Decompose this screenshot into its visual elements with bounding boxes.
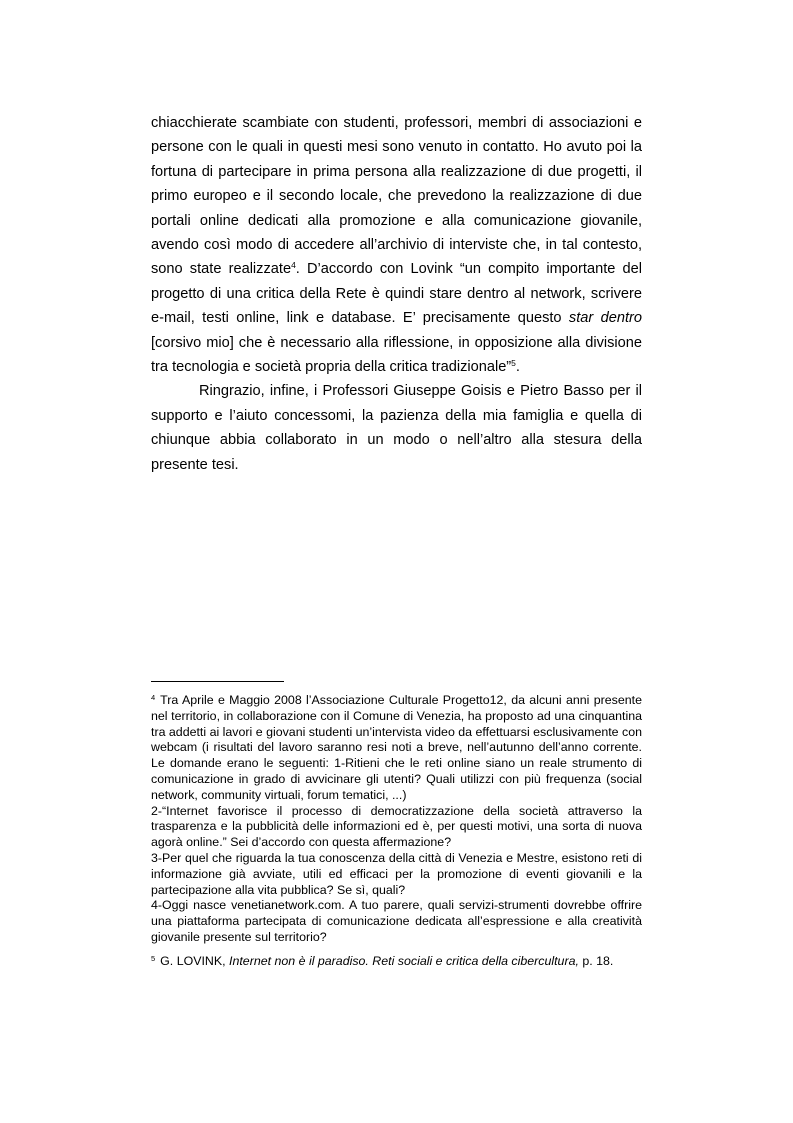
footnotes: [151, 693, 642, 970]
footnote-4-question-4: 4-Oggi nasce venetianetwork.com. A tuo parere, quali servizi-strumenti dovrebbe offrire una piattaforma partecipata di comunicazione dedicata all’espressione e alla creatività giovanile presente sul territorio?: [151, 898, 642, 944]
main-text: [151, 111, 642, 477]
footnote-5-author: G. LOVINK,: [160, 953, 230, 968]
footnote-ref-5[interactable]: 5: [511, 358, 516, 369]
footnote-5: [151, 954, 642, 970]
footnote-4-number: 4: [151, 693, 156, 702]
footnote-4-intro: Tra Aprile e Maggio 2008 l’Associazione Culturale Progetto12, da alcuni anni presente nel territorio, in collaborazione con il Comune di Venezia, ha proposto ad una cinquantina tra addetti ai lavori e giovani studenti un’intervista video da effettuarsi esclusivamente con webcam (i risultati del lavoro saranno resi noti a breve, nell’autunno dell’anno corrente. Le domande erano le seguenti: 1-Ritieni che le reti online siano un reale strumento di comunicazione in grado di avvicinare gli utenti? Quali utilizzi con più frequenza (social network, community virtuali, forum tematici, ...): [151, 693, 642, 802]
paragraph-1-text-b: . D’accordo con Lovink “un compito importante del progetto di una critica della Rete è quindi stare dentro al network, scrivere e-mail, testi online, link e database. E’ precisamente questo: [151, 261, 642, 327]
footnote-4: [151, 693, 642, 804]
footnote-5-title: Internet non è il paradiso. Reti sociali e critica della cibercultura,: [229, 953, 579, 968]
paragraph-2: Ringrazio, infine, i Professori Giuseppe Goisis e Pietro Basso per il supporto e l’aiuto concessomi, la pazienza della mia famiglia e quella di chiunque abbia collaborato in un modo o nell’altro alla stesura della presente tesi.: [151, 383, 642, 473]
paragraph-1-text-a: chiacchierate scambiate con studenti, professori, membri di associazioni e persone con le quali in questi mesi sono venuto in contatto. Ho avuto poi la fortuna di partecipare in prima persona alla realizzazione di due progetti, il primo europeo e il secondo locale, che prevedono la realizzazione di due portali online dedicati alla promozione e alla comunicazione giovanile, avendo così modo di accedere all’archivio di interviste che, in tal contesto, sono state realizzate: [151, 115, 642, 278]
footnote-4-question-3: 3-Per quel che riguarda la tua conoscenza della città di Venezia e Mestre, esistono reti di informazione già avviate, utili ed efficaci per la promozione di eventi giovanili e la partecipazione alla vita pubblica? Se sì, quali?: [151, 850, 642, 897]
paragraph-1-text-d: .: [515, 359, 520, 376]
footnote-5-number: 5: [151, 953, 156, 963]
footnote-5-page: p. 18.: [578, 953, 614, 968]
italic-phrase: star dentro: [568, 310, 643, 327]
paragraph-1: [151, 111, 642, 379]
footnote-separator: [151, 681, 284, 682]
paragraph-1-text-c: [corsivo mio] che è necessario alla riflessione, in opposizione alla divisione tra tecnologia e società propria della critica tradizionale”: [151, 334, 642, 376]
footnote-ref-4[interactable]: 4: [291, 260, 296, 271]
footnote-4-question-2: 2-“Internet favorisce il processo di democratizzazione della società attraverso la trasparenza e la pubblicità delle informazioni ed è, per questi motivi, una sorta di nuova agorà online.” Sei d’accordo con questa affermazione?: [151, 803, 642, 850]
